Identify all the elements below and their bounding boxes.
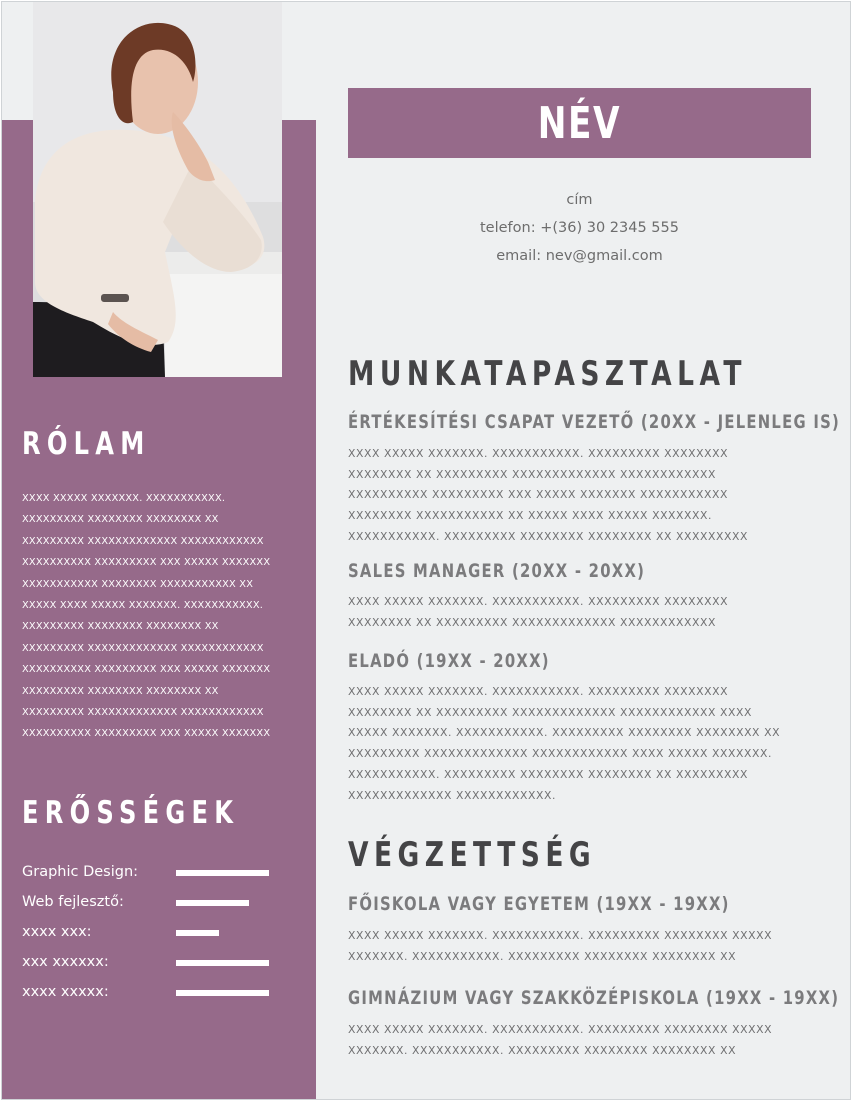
skill-label: xxx xxxxxx: — [22, 954, 109, 970]
skill-item — [22, 954, 282, 984]
skill-level-bar — [176, 900, 249, 906]
skill-label: xxxx xxx: — [22, 924, 92, 940]
skills-list — [22, 864, 282, 1014]
phone-text: telefon: +(36) 30 2345 555 — [480, 220, 679, 236]
skill-item — [22, 924, 282, 954]
skill-label: Graphic Design: — [22, 864, 139, 880]
skill-item — [22, 864, 282, 894]
profile-photo — [33, 2, 282, 377]
job-title: SALES MANAGER (20XX - 20XX) — [348, 560, 646, 582]
email-text: email: nev@gmail.com — [496, 248, 663, 264]
address-text: cím — [566, 192, 593, 208]
education-title: GIMNÁZIUM VAGY SZAKKÖZÉPISKOLA (19XX - 19XX) — [348, 987, 840, 1009]
name-title: NÉV — [537, 97, 622, 149]
skill-level-bar — [176, 870, 269, 876]
experience-heading: MUNKATAPASZTALAT — [348, 354, 747, 394]
about-text: XXXX XXXXX XXXXXXX. XXXXXXXXXXX. XXXXXXXXX XXXXXXXX XXXXXXXX XX XXXXXXXXX XXXXXXXXXXXXX XXXXXXXXXXXX XXXXXXXXXX XXXXXXXXX XXX XXXXX XXXXXXX XXXXXXXXXXX XXXXXXXX XXXXXXXXXXX XX XXXXX XXXX XXXXX XXXXXXX. XXXXXXXXXXX. XXXXXXXXX XXXXXXXX XXXXXXXX XX XXXXXXXXX XXXXXXXXXXXXX XXXXXXXXXXXX XXXXXXXXXX XXXXXXXXX XXX XXXXX XXXXXXX XXXXXXXXX XXXXXXXX XXXXXXXX XX XXXXXXXXX XXXXXXXXXXXXX XXXXXXXXXXXX XXXXXXXXXX XXXXXXXXX XXX XXXXX XXXXXXX — [22, 493, 271, 740]
job-description: XXXX XXXXX XXXXXXX. XXXXXXXXXXX. XXXXXXXXX XXXXXXXX XXXXXXXX XX XXXXXXXXX XXXXXXXXXXXXX XXXXXXXXXXXX XXXXXXXXXX XXXXXXXXX XXX XXXXX XXXXXXX XXXXXXXXXXX XXXXXXXX XXXXXXXXXXX XX XXXXX XXXX XXXXX XXXXXXX. XXXXXXXXXXX. XXXXXXXXX XXXXXXXX XXXXXXXX XX XXXXXXXXX — [348, 447, 749, 543]
skill-item — [22, 984, 282, 1014]
job-description: XXXX XXXXX XXXXXXX. XXXXXXXXXXX. XXXXXXXXX XXXXXXXX XXXXXXXX XX XXXXXXXXX XXXXXXXXXXXXX XXXXXXXXXXXX — [348, 595, 729, 629]
job-title: ELADÓ (19XX - 20XX) — [348, 650, 550, 672]
education-description: XXXX XXXXX XXXXXXX. XXXXXXXXXXX. XXXXXXXXX XXXXXXXX XXXXX XXXXXXX. XXXXXXXXXXX. XXXXXXXXX XXXXXXXX XXXXXXXX XX — [348, 1023, 773, 1057]
job-title: ÉRTÉKESÍTÉSI CSAPAT VEZETŐ (20XX - JELENLEG IS) — [348, 411, 841, 433]
contact-block — [348, 186, 811, 270]
skill-level-bar — [176, 990, 269, 996]
skill-label: xxxx xxxxx: — [22, 984, 109, 1000]
resume-page — [1, 1, 851, 1100]
skill-item — [22, 894, 282, 924]
education-title: FŐISKOLA VAGY EGYETEM (19XX - 19XX) — [348, 893, 730, 915]
skill-label: Web fejlesztő: — [22, 894, 124, 910]
strengths-heading: ERŐSSÉGEK — [22, 795, 240, 831]
name-banner — [348, 88, 811, 158]
about-heading: RÓLAM — [22, 426, 151, 462]
skill-level-bar — [176, 930, 219, 936]
education-heading: VÉGZETTSÉG — [348, 835, 597, 875]
education-description: XXXX XXXXX XXXXXXX. XXXXXXXXXXX. XXXXXXXXX XXXXXXXX XXXXX XXXXXXX. XXXXXXXXXXX. XXXXXXXXX XXXXXXXX XXXXXXXX XX — [348, 929, 773, 963]
skill-level-bar — [176, 960, 269, 966]
job-description: XXXX XXXXX XXXXXXX. XXXXXXXXXXX. XXXXXXXXX XXXXXXXX XXXXXXXX XX XXXXXXXXX XXXXXXXXXXXXX XXXXXXXXXXXX XXXX XXXXX XXXXXXX. XXXXXXXXXXX. XXXXXXXXX XXXXXXXX XXXXXXXX XX XXXXXXXXX XXXXXXXXXXXXX XXXXXXXXXXXX XXXX XXXXX XXXXXXX. XXXXXXXXXXX. XXXXXXXXX XXXXXXXX XXXXXXXX XX XXXXXXXXX XXXXXXXXXXXXX XXXXXXXXXXXX. — [348, 685, 781, 802]
